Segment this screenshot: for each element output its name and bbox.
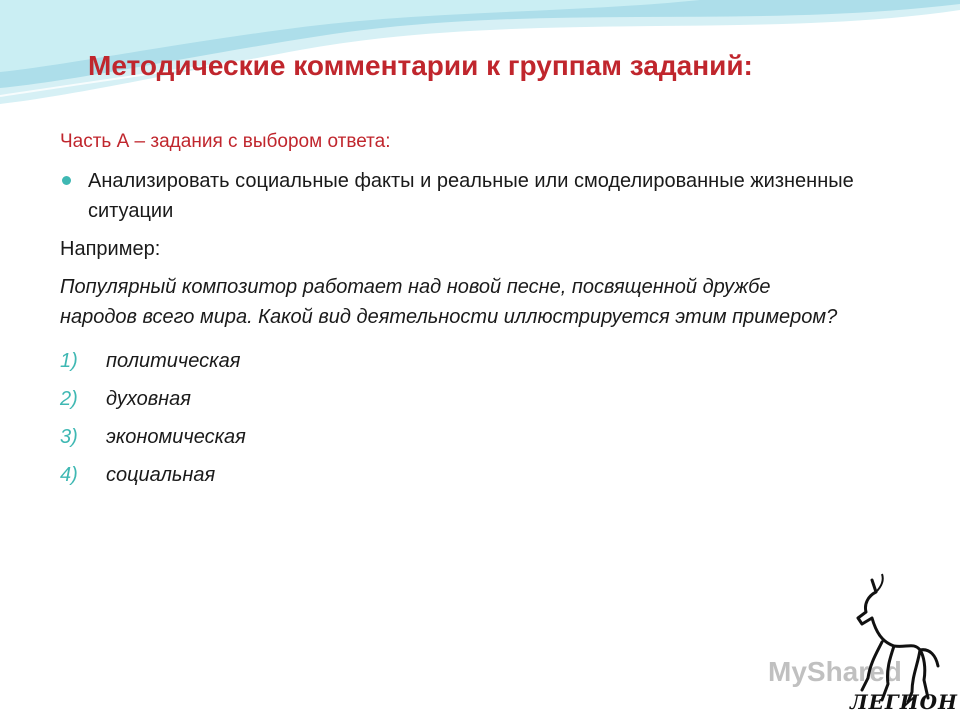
bullet-text: Анализировать социальные факты и реальные или смоделированные жизненные ситуации — [88, 170, 854, 222]
answer-option — [60, 342, 900, 380]
option-text: политическая — [106, 350, 241, 372]
logo-text: ЛЕГИОН — [850, 690, 958, 714]
answer-option — [60, 380, 900, 418]
option-number: 3) — [60, 426, 78, 448]
option-text: духовная — [106, 388, 191, 410]
option-text: социальная — [106, 464, 216, 486]
option-number: 1) — [60, 350, 78, 372]
answer-options — [60, 342, 900, 494]
example-label: Например: — [60, 238, 161, 260]
bullet-item — [60, 166, 900, 226]
watermark-text: MyShared — [768, 656, 902, 687]
slide-title: Методические комментарии к группам заданий: — [88, 50, 753, 81]
slide-content — [60, 128, 900, 494]
answer-option — [60, 456, 900, 494]
option-number: 4) — [60, 464, 78, 486]
bullet-dot-icon — [62, 176, 71, 185]
question-text: Популярный композитор работает над новой песне, посвященной дружбе народов всего мира. Какой вид деятельности иллюстрируется этим примером? — [60, 276, 838, 328]
part-label: Часть А – задания с выбором ответа: — [60, 131, 391, 152]
answer-option — [60, 418, 900, 456]
option-number: 2) — [60, 388, 78, 410]
option-text: экономическая — [106, 426, 246, 448]
